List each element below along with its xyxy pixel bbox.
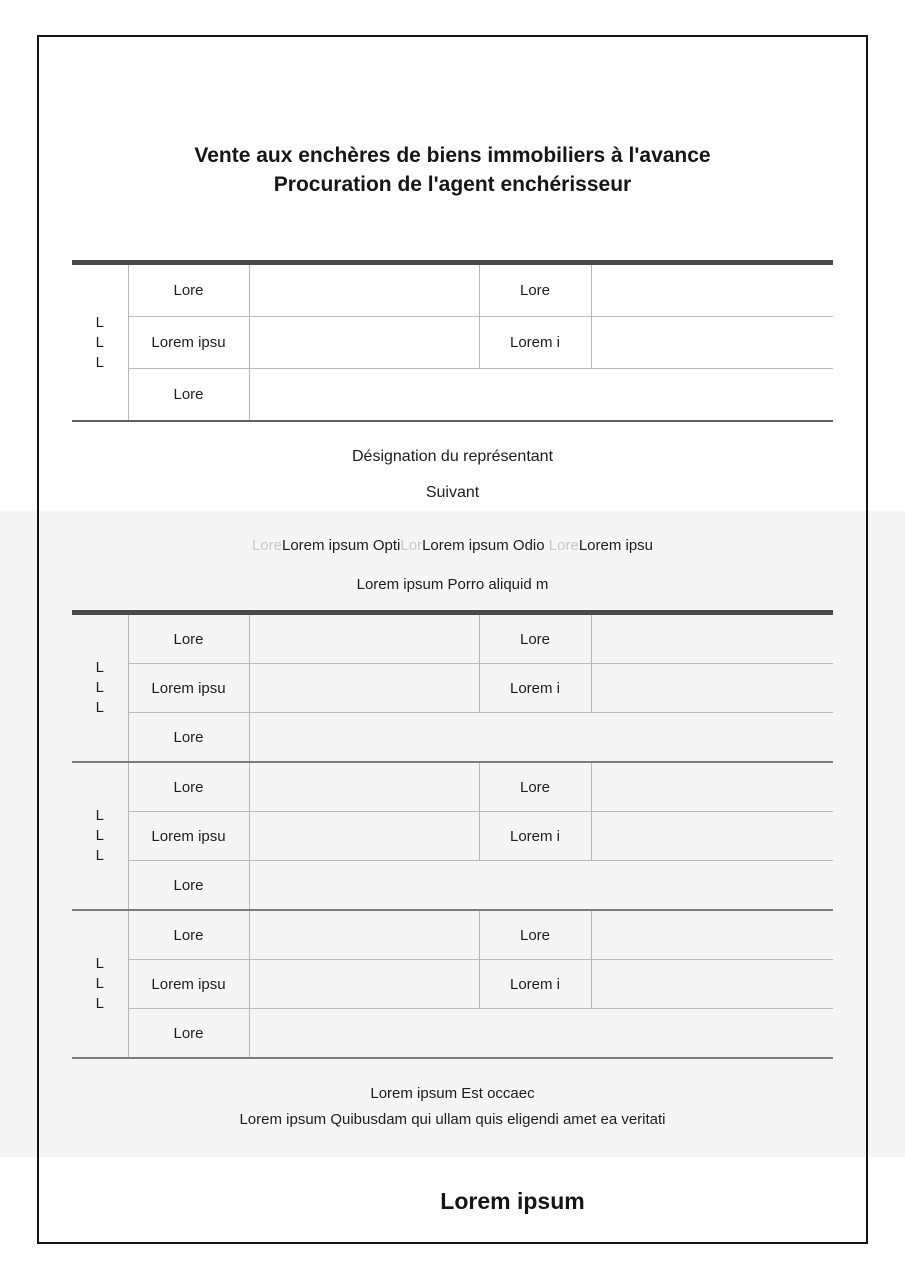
representative-table-3 — [72, 911, 833, 1059]
representative-heading: Désignation du représentant — [351, 448, 554, 465]
principal-table — [72, 260, 833, 422]
field-label-cell: Lore — [128, 861, 249, 911]
document-title-line1: Vente aux enchères de biens immobiliers à l'avance — [194, 144, 711, 167]
side-label-letter: L — [95, 995, 104, 1012]
intro-segment: Lor — [400, 537, 423, 554]
side-label-letter: L — [95, 313, 104, 331]
field-label-cell: Lore — [128, 763, 249, 812]
representative-table-2 — [72, 763, 833, 911]
intro-segment: Lore — [251, 537, 282, 554]
side-label-letter: L — [95, 847, 104, 864]
field-input-cell — [591, 812, 833, 861]
table-row — [72, 911, 833, 960]
document-title — [39, 141, 866, 199]
field-input-cell — [249, 713, 833, 763]
intro-segment: Lorem ipsu — [578, 537, 654, 554]
document-title-line2: Procuration de l'agent enchérisseur — [273, 173, 632, 196]
field-input-cell — [591, 763, 833, 812]
footer-note-2: Lorem ipsum Quibusdam qui ullam quis eligendi amet ea veritati — [239, 1111, 666, 1128]
table-row — [72, 1009, 833, 1059]
field-label-cell: Lore — [479, 263, 591, 317]
field-input-cell — [249, 263, 479, 317]
field-input-cell — [249, 613, 479, 664]
field-input-cell — [591, 911, 833, 960]
field-label-cell: Lore — [128, 911, 249, 960]
field-label-cell: Lore — [479, 613, 591, 664]
field-input-cell — [249, 369, 833, 422]
side-label-letter: L — [95, 827, 104, 844]
field-label-cell: Lorem ipsu — [128, 960, 249, 1009]
table-row — [72, 613, 833, 664]
field-label-cell: Lore — [128, 1009, 249, 1059]
field-label-cell: Lore — [128, 263, 249, 317]
table-row — [72, 664, 833, 713]
table-side-label — [72, 911, 128, 1058]
table-row — [72, 369, 833, 422]
intro-line-2: Lorem ipsum Porro aliquid m — [356, 576, 549, 593]
field-label-cell: Lore — [479, 763, 591, 812]
table-row — [72, 317, 833, 369]
field-label-cell: Lorem ipsu — [128, 812, 249, 861]
side-label-letter: L — [95, 333, 104, 351]
side-label-letter: L — [95, 699, 104, 716]
signature-label: Lorem ipsum — [440, 1188, 585, 1214]
table-row — [72, 713, 833, 763]
field-input-cell — [249, 861, 833, 911]
table-row — [72, 263, 833, 317]
field-input-cell — [249, 664, 479, 713]
side-label-letter: L — [95, 679, 104, 696]
field-input-cell — [249, 763, 479, 812]
field-input-cell — [591, 317, 833, 369]
side-label-letter: L — [95, 975, 104, 992]
intro-segment: Lorem ipsum Odio — [422, 537, 549, 554]
table-row — [72, 960, 833, 1009]
representative-table-1 — [72, 610, 833, 763]
representative-tables — [72, 610, 833, 1059]
field-label-cell: Lore — [128, 613, 249, 664]
intro-line — [39, 536, 866, 556]
field-label-cell: Lorem i — [479, 960, 591, 1009]
side-label-letter: L — [95, 955, 104, 972]
field-input-cell — [591, 664, 833, 713]
table-row — [72, 861, 833, 911]
side-label-letter: L — [95, 659, 104, 676]
field-label-cell: Lore — [128, 713, 249, 763]
field-input-cell — [249, 1009, 833, 1059]
field-input-cell — [249, 812, 479, 861]
field-input-cell — [249, 911, 479, 960]
field-label-cell: Lore — [479, 911, 591, 960]
field-label-cell: Lorem i — [479, 664, 591, 713]
footer-note-1: Lorem ipsum Est occaec — [370, 1085, 535, 1102]
intro-segment: Lore — [548, 537, 579, 554]
document-page — [37, 35, 868, 1244]
next-page-label: Suivant — [425, 484, 480, 501]
field-input-cell — [591, 263, 833, 317]
table-row — [72, 812, 833, 861]
table-side-label — [72, 613, 128, 763]
field-label-cell: Lorem i — [479, 317, 591, 369]
field-label-cell: Lorem ipsu — [128, 664, 249, 713]
field-input-cell — [591, 960, 833, 1009]
intro-segment: Lorem ipsum Opti — [282, 537, 401, 554]
side-label-letter: L — [95, 353, 104, 371]
field-label-cell: Lorem ipsu — [128, 317, 249, 369]
field-label-cell: Lorem i — [479, 812, 591, 861]
table-row — [72, 763, 833, 812]
field-input-cell — [249, 317, 479, 369]
field-label-cell: Lore — [128, 369, 249, 422]
field-input-cell — [249, 960, 479, 1009]
field-input-cell — [591, 613, 833, 664]
side-label-letter: L — [95, 807, 104, 824]
table-side-label — [72, 263, 128, 422]
table-side-label — [72, 763, 128, 910]
